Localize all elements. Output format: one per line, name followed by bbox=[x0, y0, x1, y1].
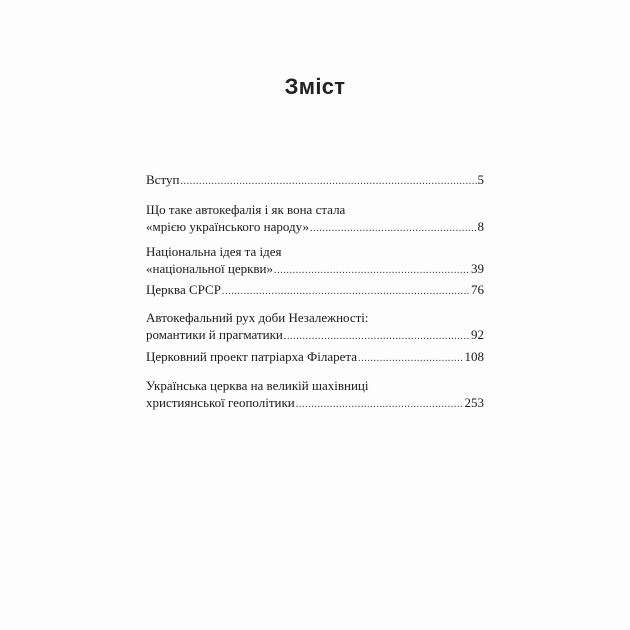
toc-entry-title: Вступ bbox=[146, 172, 180, 187]
toc-page-number: 92 bbox=[471, 327, 484, 342]
toc-page-number: 39 bbox=[471, 261, 484, 276]
toc-entry-title: Автокефальний рух доби Незалежності: bbox=[146, 310, 369, 325]
toc-entry-title-cont: «національної церкви» bbox=[146, 261, 274, 276]
toc-entry bbox=[146, 281, 484, 300]
toc-page-number: 5 bbox=[477, 172, 484, 187]
dot-leader bbox=[180, 171, 476, 190]
toc-entry-title-cont: християнської геополітики bbox=[146, 395, 295, 410]
toc-entry-title: Національна ідея та ідея bbox=[146, 244, 282, 259]
toc-entry bbox=[146, 377, 484, 413]
toc-page-number: 76 bbox=[471, 282, 484, 297]
dot-leader bbox=[296, 394, 464, 413]
toc-entry-title-cont: романтики й прагматики bbox=[146, 327, 283, 342]
toc-entry bbox=[146, 201, 484, 237]
dot-leader bbox=[274, 260, 470, 279]
toc-entry bbox=[146, 348, 484, 367]
toc-page-number: 253 bbox=[464, 395, 484, 410]
toc-entry bbox=[146, 309, 484, 345]
dot-leader bbox=[310, 218, 477, 237]
toc-entry-title-cont: «мрією українського народу» bbox=[146, 219, 309, 234]
toc-entry bbox=[146, 171, 484, 190]
dot-leader bbox=[222, 281, 470, 300]
page-title: Зміст bbox=[284, 74, 346, 99]
dot-leader bbox=[284, 326, 470, 345]
toc-page-number: 108 bbox=[464, 349, 484, 364]
toc-entry-title: Українська церква на великій шахівниці bbox=[146, 378, 369, 393]
dot-leader bbox=[358, 348, 463, 367]
toc-entry-title: Що таке автокефалія і як вона стала bbox=[146, 202, 346, 217]
toc-entry-title: Церква СРСР bbox=[146, 282, 221, 297]
toc-entry bbox=[146, 243, 484, 279]
toc-entry-title: Церковний проект патріарха Філарета bbox=[146, 349, 358, 364]
toc-page-number: 8 bbox=[477, 219, 484, 234]
